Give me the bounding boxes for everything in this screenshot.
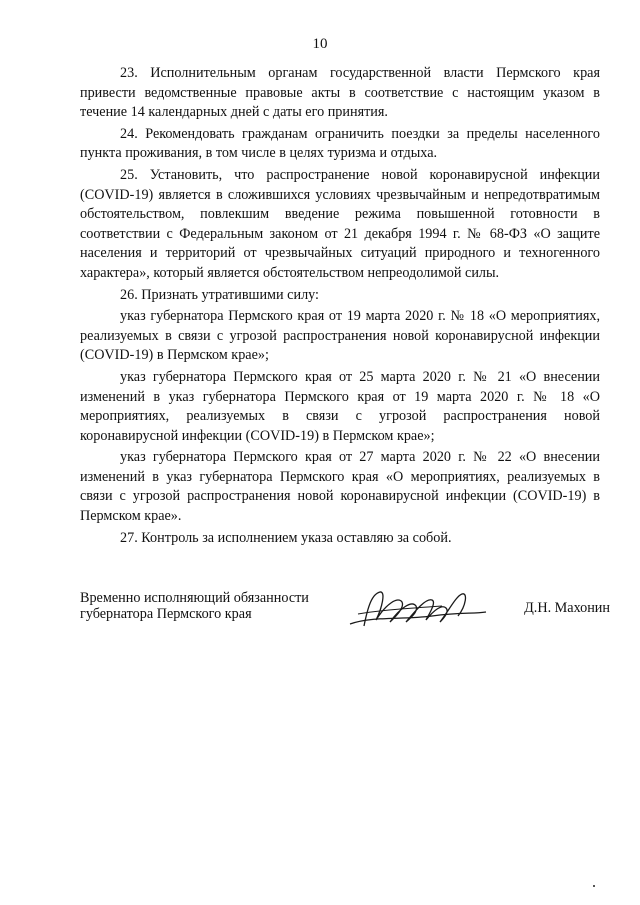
repealed-decree-22: указ губернатора Пермского края от 27 марта 2020 г. № 22 «О внесении изменений в указ губернатора Пермского края «О мероприятиях, реализуемых в связи с угрозой распространения новой коронавирусной инфекции (COVID-19) в Пермском крае». bbox=[80, 449, 600, 525]
page-number: 10 bbox=[312, 36, 328, 52]
repealed-decree-18: указ губернатора Пермского края от 19 марта 2020 г. № 18 «О мероприятиях, реализуемых в связи с угрозой распространения новой коронавирусной инфекции (COVID-19) в Пермском крае»; bbox=[80, 308, 600, 364]
signatory-name: Д.Н. Махонин bbox=[524, 600, 610, 616]
paragraph-23: 23. Исполнительным органам государственной власти Пермского края привести ведомственные правовые акты в соответствие с настоящим указом в течение 14 календарных дней с даты его принятия. bbox=[80, 65, 600, 121]
paragraph-27: 27. Контроль за исполнением указа оставляю за собой. bbox=[120, 529, 452, 546]
scan-dot bbox=[593, 885, 595, 887]
signatory-title bbox=[80, 590, 309, 622]
handwritten-signature bbox=[342, 586, 492, 634]
paragraph-26: 26. Признать утратившими силу: bbox=[120, 286, 319, 303]
signatory-title-line2: губернатора Пермского края bbox=[80, 606, 252, 622]
signatory-title-line1: Временно исполняющий обязанности bbox=[80, 590, 309, 606]
document-body bbox=[80, 64, 600, 548]
paragraph-24: 24. Рекомендовать гражданам ограничить поездки за пределы населенного пункта проживания, в том числе в целях туризма и отдыха. bbox=[80, 125, 600, 162]
repealed-decree-21: указ губернатора Пермского края от 25 марта 2020 г. № 21 «О внесении изменений в указ губернатора Пермского края от 19 марта 2020 г. № 18 «О мероприятиях, реализуемых в связи с угрозой распространения новой коронавирусной инфекции (COVID-19) в Пермском крае»; bbox=[80, 368, 600, 444]
signature-block bbox=[80, 590, 610, 640]
paragraph-25: 25. Установить, что распространение новой коронавирусной инфекции (COVID-19) является в сложившихся условиях чрезвычайным и непредотвратимым обстоятельством, повлекшим введение режима повышенной готовности в соответствии с Федеральным законом от 21 декабря 1994 г. № 68-ФЗ «О защите населения и территорий от чрезвычайных ситуаций природного и техногенного характера», который является обстоятельством непреодолимой силы. bbox=[80, 166, 600, 281]
